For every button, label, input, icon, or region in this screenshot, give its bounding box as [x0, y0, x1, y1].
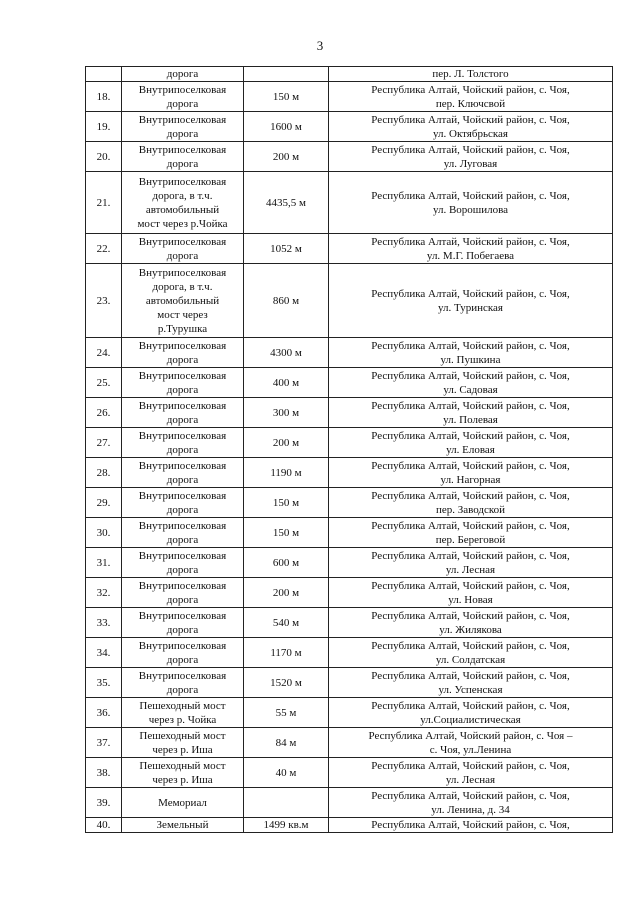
object-name-cell — [122, 578, 244, 608]
object-address-line: Республика Алтай, Чойский район, с. Чоя, — [371, 639, 570, 652]
table-row — [86, 578, 613, 608]
row-number-cell: 20. — [86, 142, 122, 172]
object-name-line: дорога — [166, 623, 199, 636]
object-name-cell — [122, 338, 244, 368]
row-number-cell: 26. — [86, 398, 122, 428]
object-address-line: ул. Лесная — [445, 563, 496, 576]
object-address-line: ул. Нагорная — [440, 473, 501, 486]
row-number-cell — [86, 67, 122, 82]
object-size-cell: 1170 м — [244, 638, 329, 668]
object-name-line: Внутрипоселковая — [138, 549, 227, 562]
object-address-line: ул. Жилякова — [439, 623, 502, 636]
registry-table-body — [86, 67, 613, 833]
table-row — [86, 398, 613, 428]
object-name-line: автомобильный — [145, 203, 220, 216]
object-name-cell — [122, 668, 244, 698]
table-row — [86, 818, 613, 833]
object-name-line: автомобильный — [145, 294, 220, 307]
object-size-cell: 1052 м — [244, 234, 329, 264]
object-name-line: через р. Иша — [152, 743, 213, 756]
object-address-line: Республика Алтай, Чойский район, с. Чоя, — [371, 429, 570, 442]
object-name-cell — [122, 638, 244, 668]
object-name-line: дорога — [166, 593, 199, 606]
object-name-line: Внутрипоселковая — [138, 83, 227, 96]
table-row — [86, 758, 613, 788]
object-address-cell — [329, 818, 613, 833]
object-name-line: через р. Чойка — [148, 713, 217, 726]
row-number-cell: 38. — [86, 758, 122, 788]
object-name-line: Внутрипоселковая — [138, 235, 227, 248]
object-name-line: Внутрипоселковая — [138, 399, 227, 412]
object-name-line: р.Турушка — [157, 322, 208, 335]
object-address-cell — [329, 368, 613, 398]
object-name-cell — [122, 548, 244, 578]
object-name-line: Внутрипоселковая — [138, 639, 227, 652]
object-address-line: ул. Полевая — [443, 413, 498, 426]
row-number-cell: 28. — [86, 458, 122, 488]
object-address-line: Республика Алтай, Чойский район, с. Чоя, — [371, 83, 570, 96]
table-row — [86, 112, 613, 142]
object-name-line: через р. Иша — [152, 773, 213, 786]
object-size-cell: 200 м — [244, 578, 329, 608]
object-size-cell: 540 м — [244, 608, 329, 638]
object-name-line: дорога — [166, 127, 199, 140]
table-row — [86, 234, 613, 264]
object-name-line: Внутрипоселковая — [138, 175, 227, 188]
object-name-cell — [122, 264, 244, 338]
object-address-cell — [329, 264, 613, 338]
table-row — [86, 608, 613, 638]
object-name-line: Пешеходный мост — [139, 759, 226, 772]
object-name-line: мост через — [157, 308, 208, 321]
object-address-line: ул. Успенская — [438, 683, 503, 696]
object-address-line: с. Чоя, ул.Ленина — [429, 743, 512, 756]
object-address-cell — [329, 458, 613, 488]
table-row — [86, 428, 613, 458]
row-number-cell: 31. — [86, 548, 122, 578]
table-row — [86, 788, 613, 818]
object-name-line: дорога — [166, 533, 199, 546]
object-address-line: Республика Алтай, Чойский район, с. Чоя, — [371, 669, 570, 682]
object-address-line: ул. Новая — [448, 593, 493, 606]
object-address-line: ул. Октябрьская — [433, 127, 508, 140]
row-number-cell: 34. — [86, 638, 122, 668]
object-address-cell — [329, 728, 613, 758]
object-address-line: пер. Л. Толстого — [432, 68, 509, 80]
object-name-line: дорога — [166, 157, 199, 170]
object-size-cell: 55 м — [244, 698, 329, 728]
object-size-cell: 860 м — [244, 264, 329, 338]
object-size-cell: 150 м — [244, 82, 329, 112]
object-address-line: Республика Алтай, Чойский район, с. Чоя – — [368, 729, 573, 742]
object-address-line: Республика Алтай, Чойский район, с. Чоя, — [371, 789, 570, 802]
row-number-cell: 24. — [86, 338, 122, 368]
object-address-line: ул.Социалистическая — [420, 713, 521, 726]
object-size-cell — [244, 67, 329, 82]
object-address-line: ул. Ленина, д. 34 — [431, 803, 510, 816]
object-name-line: дорога — [166, 97, 199, 110]
row-number-cell: 37. — [86, 728, 122, 758]
object-address-line: ул. Садовая — [443, 383, 498, 396]
table-row — [86, 698, 613, 728]
object-address-line: Республика Алтай, Чойский район, с. Чоя, — [371, 609, 570, 622]
table-row — [86, 142, 613, 172]
object-address-line: ул. М.Г. Побегаева — [426, 249, 515, 262]
table-row — [86, 518, 613, 548]
object-address-cell — [329, 668, 613, 698]
object-size-cell: 1600 м — [244, 112, 329, 142]
object-name-cell — [122, 458, 244, 488]
object-address-cell — [329, 758, 613, 788]
object-address-line: Республика Алтай, Чойский район, с. Чоя, — [371, 489, 570, 502]
object-name-cell — [122, 728, 244, 758]
object-name-line: дорога — [166, 683, 199, 696]
object-address-cell — [329, 398, 613, 428]
object-address-cell — [329, 548, 613, 578]
object-address-cell — [329, 578, 613, 608]
table-row — [86, 82, 613, 112]
object-size-cell: 84 м — [244, 728, 329, 758]
object-address-line: пер. Ключсвой — [435, 97, 506, 110]
table-row — [86, 172, 613, 234]
property-registry-table — [85, 66, 613, 833]
object-address-line: Республика Алтай, Чойский район, с. Чоя, — [371, 287, 570, 300]
object-address-cell — [329, 608, 613, 638]
object-address-line: Республика Алтай, Чойский район, с. Чоя, — [371, 369, 570, 382]
row-number-cell: 25. — [86, 368, 122, 398]
row-number-cell: 35. — [86, 668, 122, 698]
object-name-line: Внутрипоселковая — [138, 609, 227, 622]
page-number: 3 — [316, 38, 324, 53]
object-name-line: Внутрипоселковая — [138, 519, 227, 532]
object-address-cell — [329, 338, 613, 368]
object-address-cell — [329, 788, 613, 818]
object-address-line: Республика Алтай, Чойский район, с. Чоя, — [371, 819, 570, 831]
object-name-line: Внутрипоселковая — [138, 459, 227, 472]
object-address-cell — [329, 698, 613, 728]
object-size-cell: 600 м — [244, 548, 329, 578]
object-address-line: ул. Еловая — [446, 443, 495, 456]
object-name-cell — [122, 758, 244, 788]
object-address-line: ул. Лесная — [445, 773, 496, 786]
object-name-cell — [122, 82, 244, 112]
object-address-line: Республика Алтай, Чойский район, с. Чоя, — [371, 459, 570, 472]
table-row — [86, 728, 613, 758]
object-name-line: Внутрипоселковая — [138, 429, 227, 442]
object-address-cell — [329, 234, 613, 264]
object-address-cell — [329, 67, 613, 82]
object-size-cell: 40 м — [244, 758, 329, 788]
object-name-line: дорога — [166, 503, 199, 516]
row-number-cell: 39. — [86, 788, 122, 818]
object-name-line: Внутрипоселковая — [138, 369, 227, 382]
row-number-cell: 21. — [86, 172, 122, 234]
object-name-cell — [122, 698, 244, 728]
object-size-cell: 4435,5 м — [244, 172, 329, 234]
object-address-line: Республика Алтай, Чойский район, с. Чоя, — [371, 759, 570, 772]
object-name-cell — [122, 234, 244, 264]
row-number-cell: 40. — [86, 818, 122, 833]
object-name-cell — [122, 142, 244, 172]
row-number-cell: 30. — [86, 518, 122, 548]
row-number-cell: 27. — [86, 428, 122, 458]
object-address-cell — [329, 82, 613, 112]
object-name-cell — [122, 428, 244, 458]
object-name-line: Внутрипоселковая — [138, 143, 227, 156]
table-row — [86, 458, 613, 488]
object-name-cell — [122, 172, 244, 234]
object-address-cell — [329, 428, 613, 458]
row-number-cell: 19. — [86, 112, 122, 142]
object-address-line: Республика Алтай, Чойский район, с. Чоя, — [371, 235, 570, 248]
object-name-line: Внутрипоселковая — [138, 339, 227, 352]
object-name-cell — [122, 818, 244, 833]
object-name-line: мост через р.Чойка — [137, 217, 228, 230]
object-name-line: дорога — [166, 383, 199, 396]
object-name-line: дорога — [166, 653, 199, 666]
object-address-line: Республика Алтай, Чойский район, с. Чоя, — [371, 549, 570, 562]
table-row — [86, 638, 613, 668]
object-name-line: Внутрипоселковая — [138, 579, 227, 592]
object-address-line: Республика Алтай, Чойский район, с. Чоя, — [371, 699, 570, 712]
object-address-cell — [329, 518, 613, 548]
object-size-cell — [244, 788, 329, 818]
object-name-cell — [122, 398, 244, 428]
object-address-line: Республика Алтай, Чойский район, с. Чоя, — [371, 113, 570, 126]
object-address-cell — [329, 172, 613, 234]
object-address-line: Республика Алтай, Чойский район, с. Чоя, — [371, 339, 570, 352]
object-name-line: Земельный — [156, 819, 209, 831]
object-size-cell: 200 м — [244, 428, 329, 458]
object-address-line: Республика Алтай, Чойский район, с. Чоя, — [371, 519, 570, 532]
object-name-line: Пешеходный мост — [139, 729, 226, 742]
object-size-cell: 150 м — [244, 488, 329, 518]
object-name-line: Мемориал — [158, 796, 207, 809]
object-name-line: дорога — [166, 413, 199, 426]
row-number-cell: 32. — [86, 578, 122, 608]
object-name-cell — [122, 788, 244, 818]
object-size-cell: 1499 кв.м — [244, 818, 329, 833]
object-size-cell: 400 м — [244, 368, 329, 398]
row-number-cell: 33. — [86, 608, 122, 638]
object-size-cell: 1190 м — [244, 458, 329, 488]
object-name-line: Внутрипоселковая — [138, 266, 227, 279]
object-address-line: ул. Луговая — [443, 157, 498, 170]
object-name-line: дорога — [166, 443, 199, 456]
object-name-line: Внутрипоселковая — [138, 669, 227, 682]
object-name-cell — [122, 368, 244, 398]
object-name-line: Внутрипоселковая — [138, 113, 227, 126]
object-address-cell — [329, 488, 613, 518]
object-name-line: дорога, в т.ч. — [152, 280, 213, 293]
object-address-cell — [329, 142, 613, 172]
row-number-cell: 36. — [86, 698, 122, 728]
table-row — [86, 548, 613, 578]
row-number-cell: 23. — [86, 264, 122, 338]
object-address-line: Республика Алтай, Чойский район, с. Чоя, — [371, 399, 570, 412]
object-address-line: пер. Береговой — [435, 533, 506, 546]
object-size-cell: 200 м — [244, 142, 329, 172]
object-name-line: Внутрипоселковая — [138, 489, 227, 502]
row-number-cell: 29. — [86, 488, 122, 518]
table-row — [86, 67, 613, 82]
object-size-cell: 150 м — [244, 518, 329, 548]
object-name-line: Пешеходный мост — [139, 699, 226, 712]
object-size-cell: 4300 м — [244, 338, 329, 368]
object-address-line: ул. Ворошилова — [432, 203, 509, 216]
object-size-cell: 1520 м — [244, 668, 329, 698]
object-name-cell — [122, 112, 244, 142]
table-row — [86, 264, 613, 338]
row-number-cell: 22. — [86, 234, 122, 264]
object-name-line: дорога — [166, 563, 199, 576]
object-address-line: Республика Алтай, Чойский район, с. Чоя, — [371, 143, 570, 156]
row-number-cell: 18. — [86, 82, 122, 112]
object-address-line: ул. Солдатская — [435, 653, 506, 666]
object-name-cell — [122, 488, 244, 518]
object-name-line: дорога — [166, 473, 199, 486]
object-name-cell — [122, 518, 244, 548]
object-address-line: ул. Пушкина — [440, 353, 501, 366]
object-name-cell — [122, 608, 244, 638]
object-name-cell — [122, 67, 244, 82]
table-row — [86, 338, 613, 368]
table-row — [86, 368, 613, 398]
object-address-cell — [329, 638, 613, 668]
table-row — [86, 668, 613, 698]
object-name-line: дорога, в т.ч. — [152, 189, 213, 202]
object-name-line: дорога — [166, 249, 199, 262]
object-size-cell: 300 м — [244, 398, 329, 428]
table-row — [86, 488, 613, 518]
object-name-line: дорога — [166, 353, 199, 366]
object-address-line: ул. Туринская — [438, 301, 503, 314]
object-address-line: пер. Заводской — [435, 503, 506, 516]
object-address-line: Республика Алтай, Чойский район, с. Чоя, — [371, 579, 570, 592]
object-address-line: Республика Алтай, Чойский район, с. Чоя, — [371, 189, 570, 202]
object-name-line: дорога — [166, 68, 199, 80]
object-address-cell — [329, 112, 613, 142]
